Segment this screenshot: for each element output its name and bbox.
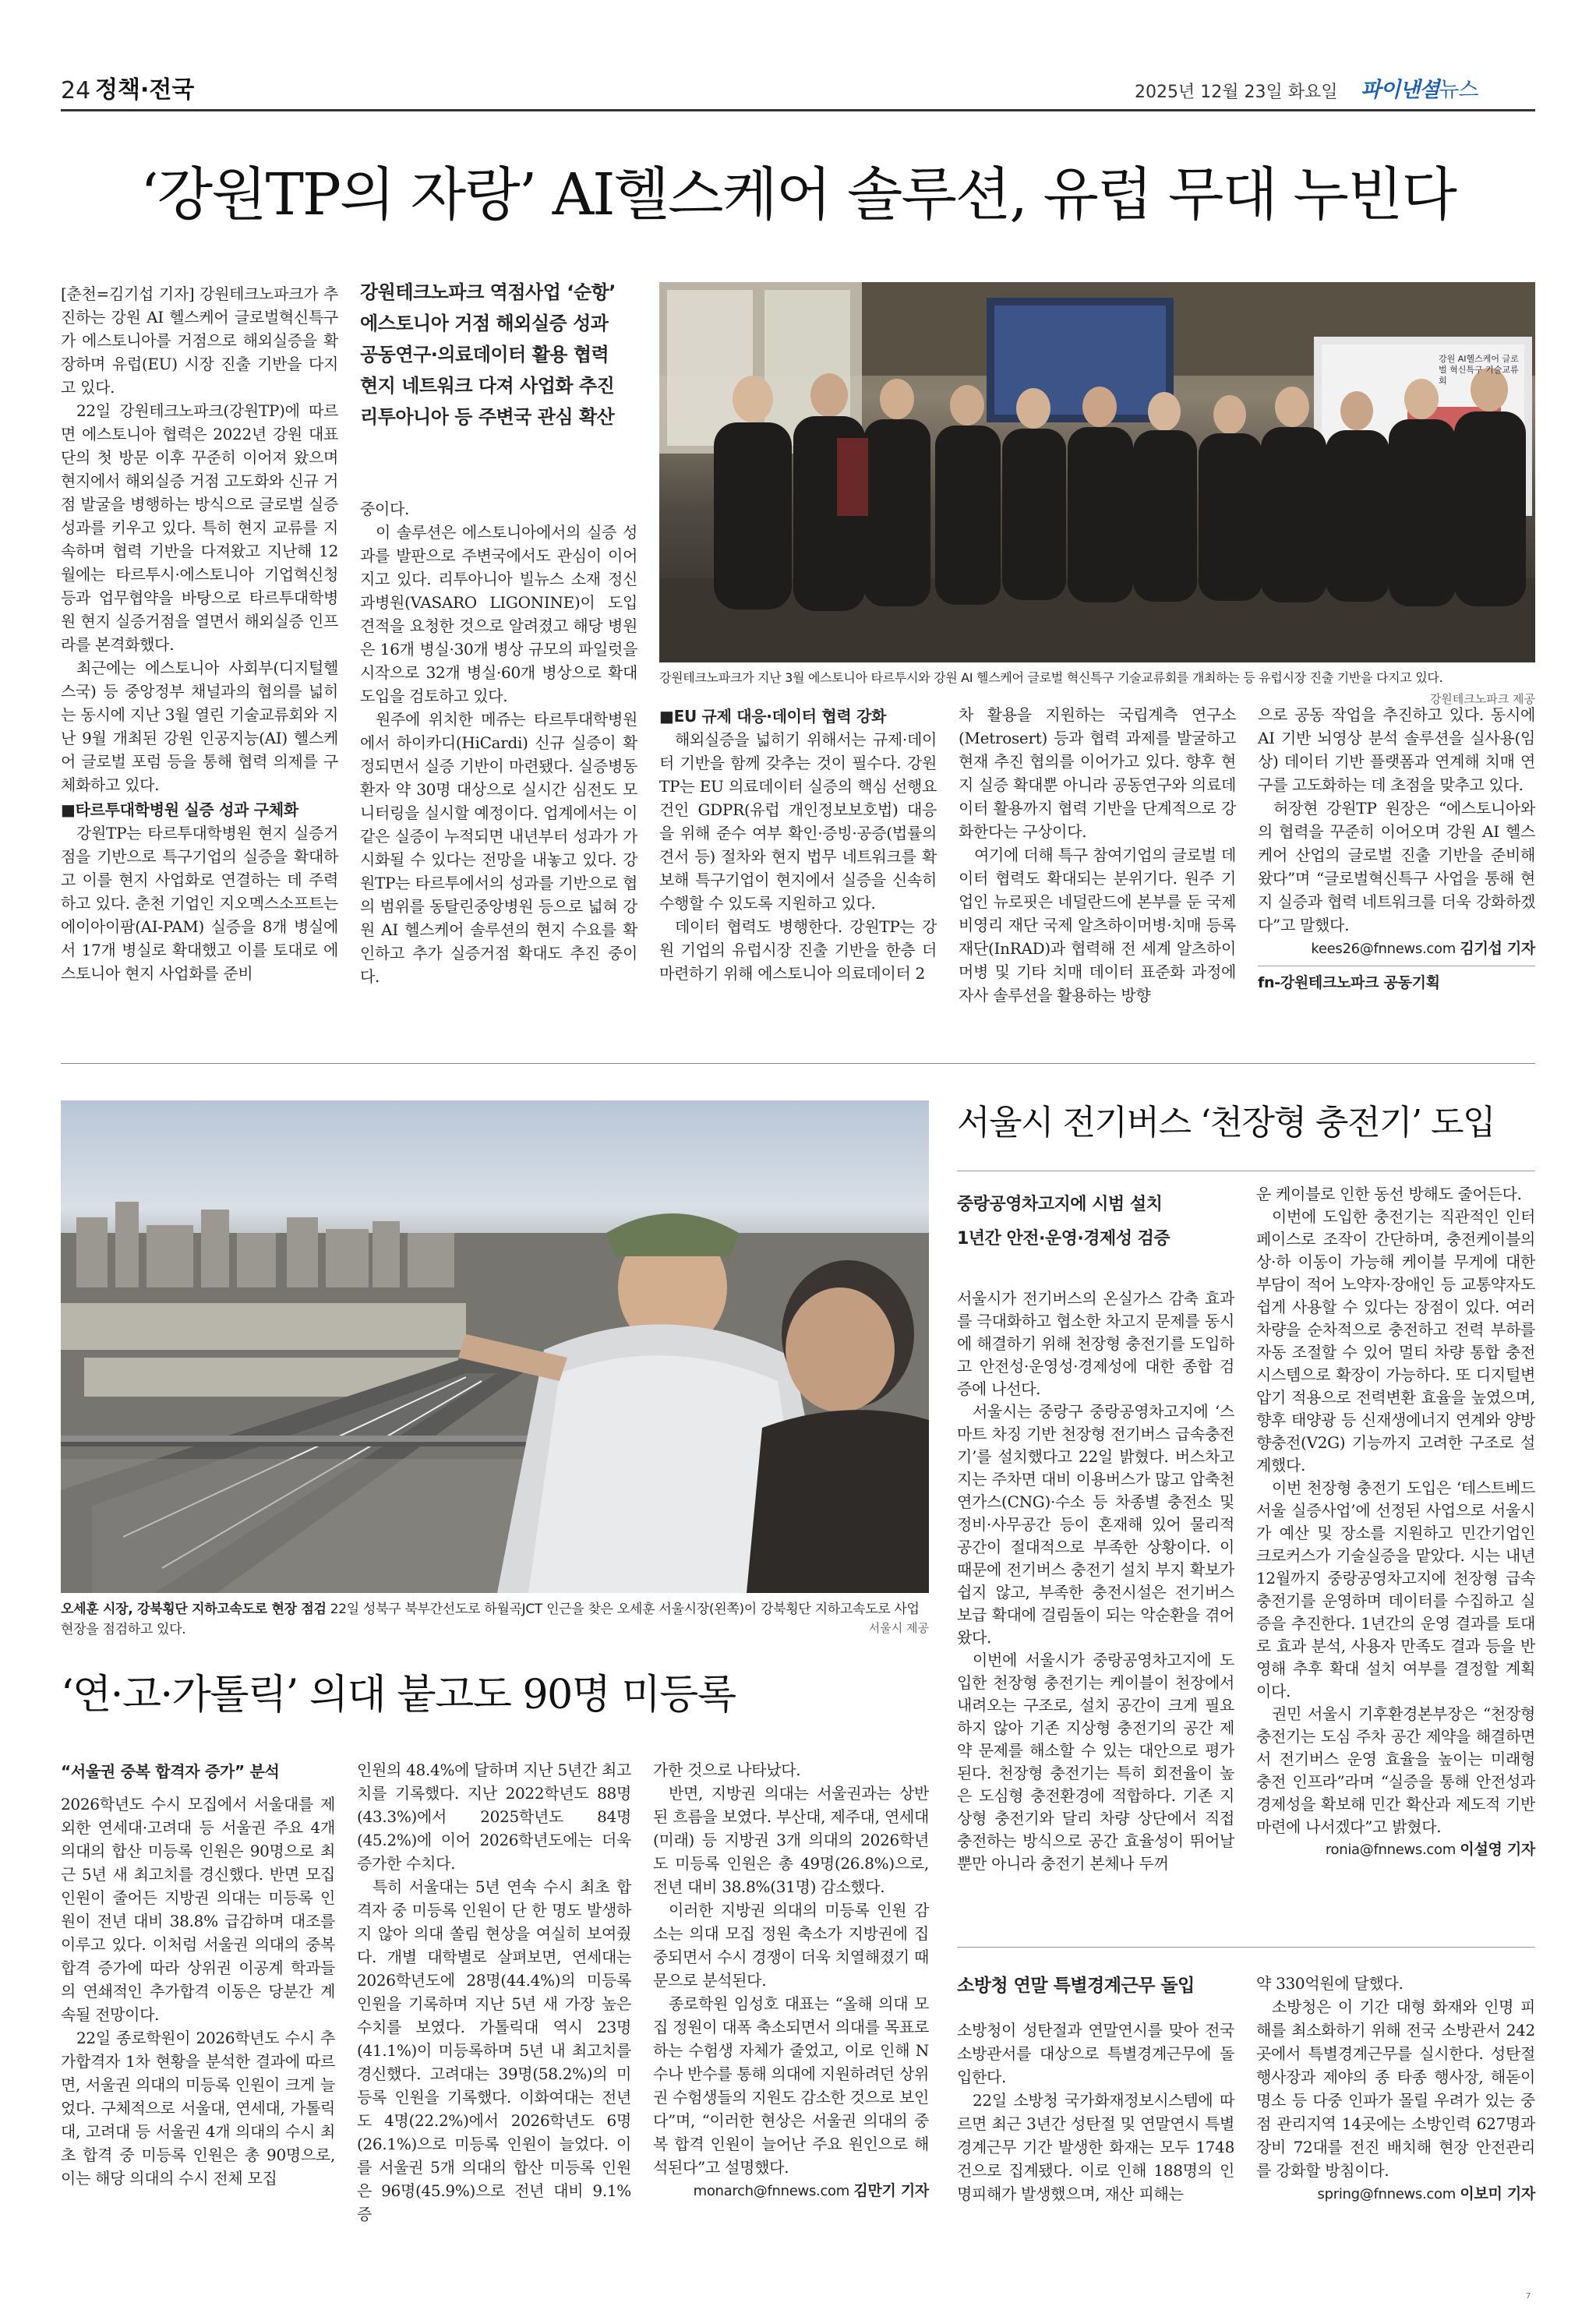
article4-byline xyxy=(1256,2182,1535,2206)
article1-paragraph: 최근에는 에스토니아 사회부(디지털헬스국) 등 중앙정부 채널과의 협의를 넓히는 동시에 지난 3월 열린 기술교류회와 지난 9월 개최된 강원 인공지능(AI) 헬스케어 글로벌 포럼 등을 통해 협력 의제를 구체화하고 있다. xyxy=(61,659,338,794)
issue-date: 2025년 12월 23일 화요일 xyxy=(1135,83,1338,102)
article1-byline xyxy=(1258,937,1535,961)
article1-photo xyxy=(659,282,1535,662)
article4-column-1 xyxy=(957,2018,1234,2206)
article1-paragraph: 원주에 위치한 메쥬는 타르투대학병원에서 하이카디(HiCardi) 신규 실증이 확정되면서 실증 기반이 마련됐다. 실증병동 환자 약 30명 대상으로 실시간 심전도 모니터링을 실시할 예정이다. 업계에서는 이 같은 실증이 누적되면 내년부터 성과가 가시화될 수 있다는 전망을 내놓고 있다. 강원TP는 타르투에서의 성과를 기반으로 협의 범위를 동탈린중앙병원 등으로 넓혀 강원 AI 헬스케어 솔루션의 현지 수요를 확인하고 추가 실증거점 확대도 추진 중이다. xyxy=(360,710,637,986)
article1-reporter: 김기섭 기자 xyxy=(1460,940,1535,957)
article1-paragraph: [춘천=김기섭 기자] 강원테크노파크가 추진하는 강원 AI 헬스케어 글로벌혁신특구가 에스토니아를 거점으로 해외실증을 확장하며 유럽(EU) 시장 진출 기반을 다지고 있다. xyxy=(61,284,338,397)
article2-paragraph: 이번에 도입한 충전기는 직관적인 인터페이스로 조작이 간단하며, 충전케이블의 상·하 이동이 가능해 케이블 무게에 대한 부담이 적어 노약자·장애인 등 교통약자도 쉽게 사용할 수 있다는 장점이 있다. 여러 차량을 순차적으로 충전하고 전력 부하를 자동 조절할 수 있어 멀티 차량 통합 충전 시스템으로 확장이 가능하다. 또 디지털변압기 적용으로 전력변환 효율을 높였으며, 향후 태양광 등 신재생에너지 연계와 양방향충전(V2G) 기능까지 고려한 구조로 설계했다. xyxy=(1256,1207,1535,1475)
article1-paragraph: 해외실증을 넓히기 위해서는 규제·데이터 기반을 함께 갖추는 것이 필수다. 강원TP는 EU 의료데이터 실증의 핵심 선행요건인 GDPR(유럽 개인정보보호법) 대응을 위해 준수 여부 확인·증빙·공증(법률의견서 등) 절차와 현지 법무 네트워크를 확보해 특구기업이 현지에서 실증을 신속히 수행할 수 있도록 지원하고 있다. xyxy=(659,730,937,913)
article3-paragraph: 특히 서울대는 5년 연속 수시 최초 합격자 중 미등록 인원이 단 한 명도 발생하지 않아 의대 쏠림 현상을 여실히 보여줬다. 개별 대학별로 살펴보면, 연세대는 2026학년도에 28명(44.4%)의 미등록 인원을 기록하며 지난 5년 새 가장 높은 수치를 보였다. 가톨릭대 역시 23명(41.1%)이 미등록하며 5년 내 최고치를 경신했다. 고려대는 39명(58.2%)의 미등록 인원을 기록했다. 이화여대는 전년도 4명(22.2%)에서 2026학년도 6명(26.1%)으로 미등록 인원이 늘었다. 이를 서울권 5개 의대의 합산 미등록 인원은 96명(45.9%)으로 전년 대비 9.1% 증 xyxy=(357,1877,631,2223)
article3-paragraph: 22일 종로학원이 2026학년도 수시 추가합격자 1차 현황을 분석한 결과에 따르면, 서울권 의대의 미등록 인원이 크게 늘었다. 구체적으로 서울대, 연세대, 가톨릭대, 고려대 등 서울권 4개 의대의 수시 최초 합격 중 미등록 인원은 총 90명으로, 이는 해당 의대의 수시 전체 모집 xyxy=(61,2029,335,2188)
article2-paragraph: 이번에 서울시가 중랑공영차고지에 도입한 천장형 충전기는 케이블이 천장에서 내려오는 구조로, 설치 공간이 크게 필요하지 않아 기존 지상형 충전기의 공간 제약 문제를 해소할 수 있는 대안으로 평가된다. 천장형 충전기는 특히 회전율이 높은 도심형 충전환경에 적합하다. 기존 지상형 충전기와 달리 차량 상단에서 직접 충전하는 방식으로 공간 효율성이 뛰어날 뿐만 아니라 충전기 본체나 두꺼 xyxy=(957,1651,1234,1873)
article3-subhead: “서울권 중복 합격자 증가” 분석 xyxy=(61,1762,280,1781)
article1-paragraph: 허장현 강원TP 원장은 “에스토니아와의 협력을 꾸준히 이어오며 강원 AI 헬스케어 산업의 글로벌 진출 기반을 준비해 왔다”며 “글로벌혁신특구 사업을 통해 현지 실증과 협력 네트워크를 더욱 강화하겠다”고 말했다. xyxy=(1258,799,1535,934)
article1-section-heading: ■EU 규제 대응·데이터 협력 강화 xyxy=(659,707,887,726)
article2-paragraph: 이번 천장형 충전기 도입은 ‘테스트베드 서울 실증사업’에 선정된 사업으로 서울시가 예산 및 장소를 지원하고 민간기업인 크로커스가 기술실증을 맡았다. 시는 내년 12월까지 중랑공영차고지에 천장형 급속충전기를 운영하며 데이터를 수집하고 실증을 추진한다. 1년간의 운영 결과를 토대로 효과 분석, 사용자 만족도 결과 등을 반영해 추후 확대 설치 여부를 결정할 계획이다. xyxy=(1256,1478,1535,1701)
article2-paragraph: 운 케이블로 인한 동선 방해도 줄어든다. xyxy=(1256,1185,1522,1203)
article2-paragraph: 서울시는 중랑구 중랑공영차고지에 ‘스마트 차징 기반 천장형 전기버스 급속충전기’를 설치했다고 22일 밝혔다. 버스차고지는 주차면 대비 이용버스가 많고 압축천연가스(CNG)·수소 등 차종별 충전소 및 정비·사무공간 등이 혼재해 있어 물리적 공간이 절대적으로 부족한 상황이다. 이 때문에 전기버스 충전기 설치 부지 확보가 쉽지 않고, 부족한 충전시설은 전기버스 보급 확대에 걸림돌이 되는 악순환을 겪어왔다. xyxy=(957,1402,1234,1647)
article2-column-1 xyxy=(957,1287,1234,1875)
article1-subhead-block xyxy=(360,277,641,433)
article2-subhead: 중랑공영차고지에 시범 설치 xyxy=(957,1195,1163,1214)
article2-column-2 xyxy=(1256,1183,1535,1861)
masthead-logo xyxy=(1361,78,1478,103)
article3-byline xyxy=(653,2179,929,2203)
article1-subhead: 강원테크노파크 역점사업 ‘순항’ xyxy=(360,281,616,303)
article4-paragraph: 22일 소방청 국가화재정보시스템에 따르면 최근 3년간 성탄절 및 연말연시 특별경계근무 기간 발생한 화재는 모두 1748건으로 집계됐다. 이로 인해 188명의 인명피해가 발생했으며, 재산 피해는 xyxy=(957,2091,1234,2203)
article4-reporter: 이보미 기자 xyxy=(1460,2185,1535,2202)
article1-paragraph: 22일 강원테크노파크(강원TP)에 따르면 에스토니아 협력은 2022년 강원 대표단의 첫 방문 이후 꾸준히 이어져 왔으며 현지에서 해외실증 거점 고도화와 신규 거점 발굴을 병행하는 방식으로 글로벌 실증 성과를 키우고 있다. 특히 현지 교류를 지속하며 협력 기반을 다져왔고 지난해 12월에는 타르투시·에스토니아 기업혁신청 등과 업무협약을 바탕으로 타르투대학병원 현지 실증거점을 열면서 해외실증 인프라를 본격화했다. xyxy=(61,401,338,654)
article1-tagline: fn-강원테크노파크 공동기획 xyxy=(1258,974,1440,991)
seoul-photo-caption-text: 22일 성북구 북부간선도로 하월곡JCT 인근을 찾은 오세훈 서울시장(왼쪽)이 강북횡단 지하고속도로 사업 현장을 점검하고 있다. xyxy=(61,1602,920,1637)
page-number: 24 xyxy=(61,77,91,104)
seoul-photo-caption-title: 오세훈 시장, 강북횡단 지하고속도로 현장 점검 xyxy=(61,1602,327,1617)
footer-mark: 7 xyxy=(1526,2292,1531,2301)
article2-subhead-block xyxy=(957,1188,1234,1256)
article2-reporter: 이설영 기자 xyxy=(1460,1841,1535,1858)
article4-paragraph: 약 330억원에 달했다. xyxy=(1256,1974,1404,1993)
article1-paragraph: 여기에 더해 특구 참여기업의 글로벌 데이터 협력도 확대되는 분위기다. 원주 기업인 뉴로핏은 네덜란드에 본부를 둔 국제 비영리 재단 국제 알츠하이머병·치매 등록 재단(InRAD)과 협력해 전 세계 알츠하이머병 및 기타 치매 데이터 표준화 과정에 자사 솔루션을 활용하는 방향 xyxy=(959,846,1236,1005)
article3-paragraph: 반면, 지방권 의대는 서울권과는 상반된 흐름을 보였다. 부산대, 제주대, 연세대(미래) 등 지방권 3개 의대의 2026학년도 미등록 인원은 총 49명(26.8%)으로, 전년 대비 38.8%(31명) 감소했다. xyxy=(653,1784,929,1896)
article2-paragraph: 서울시가 전기버스의 온실가스 감축 효과를 극대화하고 협소한 차고지 문제를 동시에 해결하기 위해 천장형 충전기를 도입하고 안전성·운영성·경제성에 대한 종합 검증에 나선다. xyxy=(957,1289,1234,1398)
logo-main: 파이낸셜 xyxy=(1361,78,1439,102)
article1-paragraph: 중이다. xyxy=(360,500,410,518)
seoul-photo xyxy=(61,1100,929,1593)
article1-photo-scene xyxy=(659,282,1535,662)
article3-reporter: 김만기 기자 xyxy=(853,2182,929,2199)
article2-subhead: 1년간 안전·운영·경제성 검증 xyxy=(957,1229,1171,1249)
article3-email: monarch@fnnews.com xyxy=(693,2183,849,2199)
section-divider xyxy=(61,1063,1535,1064)
article1-subhead: 공동연구·의료데이터 활용 협력 xyxy=(360,344,609,366)
article1-photo-caption: 강원테크노파크가 지난 3월 에스토니아 타르투시와 강원 AI 헬스케어 글로벌 혁신특구 기술교류회를 개최하는 등 유럽시장 진출 기반을 다지고 있다. xyxy=(659,670,1443,685)
article1-subhead: 에스토니아 거점 해외실증 성과 xyxy=(360,313,609,334)
article4-column-2 xyxy=(1256,1972,1535,2206)
article1-section-heading: ■타르투대학병원 실증 성과 구체화 xyxy=(61,800,298,819)
article4-paragraph: 소방청은 이 기간 대형 화재와 인명 피해를 최소화하기 위해 전국 소방관서 242곳에서 특별경계근무를 실시한다. 성탄절 행사장과 제야의 종 타종 행사장, 해돋이 명소 등 다중 인파가 몰릴 우려가 있는 중점 관리지역 14곳에는 소방인력 627명과 장비 72대를 전진 배치해 현장 안전관리를 강화할 방침이다. xyxy=(1256,1997,1535,2180)
article4-email: spring@fnnews.com xyxy=(1317,2186,1456,2202)
article3-paragraph: 2026학년도 수시 모집에서 서울대를 제외한 연세대·고려대 등 서울권 주요 4개 의대의 합산 미등록 인원은 90명으로 최근 5년 새 최고치를 경신했다. 반면 모집 인원이 줄어든 지방권 의대는 미등록 인원이 전년 대비 38.8% 급감하며 대조를 이루고 있다. 이처럼 서울권 의대의 중복 합격 증가에 따라 상위권 이공계 학과들의 연쇄적인 추가합격 이동은 당분간 계속될 전망이다. xyxy=(61,1795,335,2024)
article1-column-5 xyxy=(1258,703,1535,994)
logo-sub: 뉴스 xyxy=(1439,78,1478,102)
seoul-photo-credit: 서울시 제공 xyxy=(868,1621,929,1635)
article3-paragraph: 이러한 지방권 의대의 미등록 인원 감소는 의대 모집 정원 축소가 지방권에 집중되면서 수시 경쟁이 더욱 치열해졌기 때문으로 분석된다. xyxy=(653,1901,929,1990)
seoul-photo-scene xyxy=(61,1100,929,1593)
article1-paragraph: 데이터 협력도 병행한다. 강원TP는 강원 기업의 유럽시장 진출 기반을 한층 더 마련하기 위해 에스토니아 의료데이터 2 xyxy=(659,917,937,983)
article1-column-2 xyxy=(360,497,637,988)
article2-byline xyxy=(1256,1838,1535,1861)
article1-photo-credit: 강원테크노파크 제공 xyxy=(1429,692,1535,706)
article1-headline: ‘강원TP의 자랑’ AI헬스케어 솔루션, 유럽 무대 누빈다 xyxy=(140,161,1456,228)
header-rule xyxy=(61,109,1535,111)
article1-paragraph: 차 활용을 지원하는 국립계측 연구소(Metrosert) 등과 협력 과제를 발굴하고 현재 추진 협의를 이어가고 있다. 향후 현지 실증 확대뿐 아니라 공동연구와 의료데이터 활용까지 협력 기반을 단계적으로 강화한다는 구상이다. xyxy=(959,705,1236,841)
article1-paragraph: 으로 공동 작업을 추진하고 있다. 동시에 AI 기반 뇌영상 분석 솔루션을 실사용(임상) 데이터 기반 플랫폼과 연계해 치매 연구를 고도화하는 데 초점을 맞추고 있다. xyxy=(1258,705,1535,794)
article3-column-3 xyxy=(653,1758,929,2203)
article2-paragraph: 권민 서울시 기후환경본부장은 “천장형 충전기는 도심 주차 공간 제약을 해결하면서 전기버스 운영 효율을 높이는 미래형 충전 인프라”라며 “실증을 통해 안전성과 경제성을 확보해 민간 확산과 제도적 기반 마련에 나서겠다”고 밝혔다. xyxy=(1256,1704,1535,1836)
article1-column-1 xyxy=(61,282,338,985)
section-title: 정책·전국 xyxy=(95,76,195,104)
article4-headline: 소방청 연말 특별경계근무 돌입 xyxy=(957,1976,1195,1996)
article2-email: ronia@fnnews.com xyxy=(1325,1842,1456,1858)
article1-subhead: 현지 네트워크 다져 사업화 추진 xyxy=(360,375,615,397)
article3-paragraph: 가한 것으로 나타났다. xyxy=(653,1761,801,1779)
article1-email: kees26@fnnews.com xyxy=(1311,941,1456,957)
photo-screen-text: 강원 AI헬스케어 글로벌 혁신특구 기술교류회 xyxy=(1439,354,1519,386)
article1-paragraph: 이 솔루션은 에스토니아에서의 실증 성과를 발판으로 주변국에서도 관심이 이어지고 있다. 리투아니아 빌뉴스 소재 정신과병원(VASARO LIGONINE)이 도입 견적을 요청한 것으로 알려졌고 해당 병원은 16개 병실·30개 병상 규모의 파일럿을 시작으로 32개 병실·60개 병상으로 확대 도입을 검토하고 있다. xyxy=(360,523,637,705)
article3-headline: ‘연·고·가톨릭’ 의대 붙고도 90명 미등록 xyxy=(61,1672,736,1718)
article4-paragraph: 소방청이 성탄절과 연말연시를 맞아 전국 소방관서를 대상으로 특별경계근무에 돌입한다. xyxy=(957,2021,1234,2086)
article2-headline: 서울시 전기버스 ‘천장형 충전기’ 도입 xyxy=(957,1103,1495,1143)
article3-column-1 xyxy=(61,1758,335,2190)
article1-paragraph: 강원TP는 타르투대학병원 현지 실증거점을 기반으로 특구기업의 실증을 확대하고 이를 현지 사업화로 연결하는 데 주력하고 있다. 춘천 기업인 지오멕스소프트는 에이아이팜(AI-PAM) 실증을 8개 병실에서 17개 병실로 확대했고 이를 토대로 에스토니아 현지 사업화를 준비 xyxy=(61,824,338,983)
article3-column-2 xyxy=(357,1758,631,2226)
article1-column-4 xyxy=(959,703,1236,1007)
article3-paragraph: 종로학원 임성호 대표는 “올해 의대 모집 정원이 대폭 축소되면서 의대를 목표로 하는 수험생 자체가 줄었고, 이로 인해 N수나 반수를 통해 의대에 지원하려던 상위권 수험생들의 지원도 감소한 것으로 보인다”며, “이러한 현상은 서울권 의대의 중복 합격 인원이 늘어난 주요 원인으로 해석된다”고 설명했다. xyxy=(653,1994,929,2177)
article1-subhead: 리투아니아 등 주변국 관심 확산 xyxy=(360,406,615,428)
article1-column-3 xyxy=(659,703,937,985)
article3-paragraph: 인원의 48.4%에 달하며 지난 5년간 최고치를 기록했다. 지난 2022학년도 88명(43.3%)에서 2025학년도 84명(45.2%)에 이어 2026학년도에는 더욱 증가한 수치다. xyxy=(357,1761,632,1873)
article4-top-rule xyxy=(957,1947,1535,1948)
